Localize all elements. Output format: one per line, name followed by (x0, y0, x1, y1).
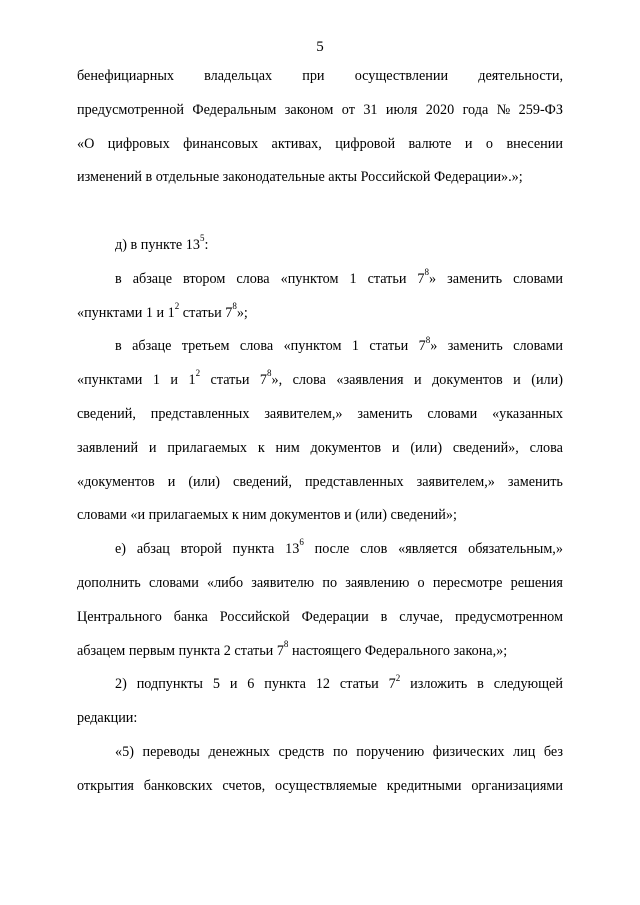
text-line-20: редакции: (77, 710, 138, 727)
text-line-3: «О цифровых финансовых активах, цифровой валюте и о внесении (77, 135, 563, 152)
text-line-18: абзацем первым пункта 2 статьи $7^8$ настоящего Федерального закона,»; (77, 638, 508, 659)
text-line-7: в абзаце втором слова «пунктом 1 статьи $7^8$» заменить словами (115, 267, 563, 287)
text-line-4: изменений в отдельные законодательные акты Российской Федерации».»; (77, 169, 523, 186)
text-line-19: 2) подпункты 5 и 6 пункта 12 статьи $7^2$ изложить в следующей (115, 672, 563, 693)
document-body (77, 60, 563, 804)
text-line-13: «документов и (или) сведений, представленных заявителем,» заменить (77, 473, 563, 490)
text-line-14: словами «и прилагаемых к ним документов и (или) сведений»; (77, 507, 457, 524)
blank-line (77, 195, 563, 229)
text-line-15: е) абзац второй пункта $13^6$ после слов «является обязательным,» (115, 537, 563, 558)
text-line-12: заявлений и прилагаемых к ним документов и (или) сведений», слова (77, 439, 563, 456)
text-line-6: д) в пункте $13^5$: (115, 233, 209, 253)
text-line-10: «пунктами 1 и $1^2$ статьи $7^8$», слова «заявления и документов и (или) (77, 368, 563, 389)
page-number: 5 (316, 39, 324, 55)
text-line-21: «5) переводы денежных средств по поручению физических лиц без (115, 743, 563, 760)
text-line-16: дополнить словами «либо заявителю по заявлению о пересмотре решения (77, 574, 563, 591)
text-line-22: открытия банковских счетов, осуществляемые кредитными организациями (77, 777, 563, 794)
text-line-8: «пунктами 1 и $1^2$ статьи $7^8$»; (77, 300, 248, 321)
text-line-1: бенефициарных владельцах при осуществлении деятельности, (77, 68, 563, 84)
text-line-2: предусмотренной Федеральным законом от 31 июля 2020 года № 259-ФЗ (77, 101, 563, 118)
text-line-11: сведений, представленных заявителем,» заменить словами «указанных (77, 405, 563, 422)
text-line-17: Центрального банка Российской Федерации в случае, предусмотренном (77, 608, 563, 625)
text-line-9: в абзаце третьем слова «пунктом 1 статьи $7^8$» заменить словами (115, 334, 563, 355)
